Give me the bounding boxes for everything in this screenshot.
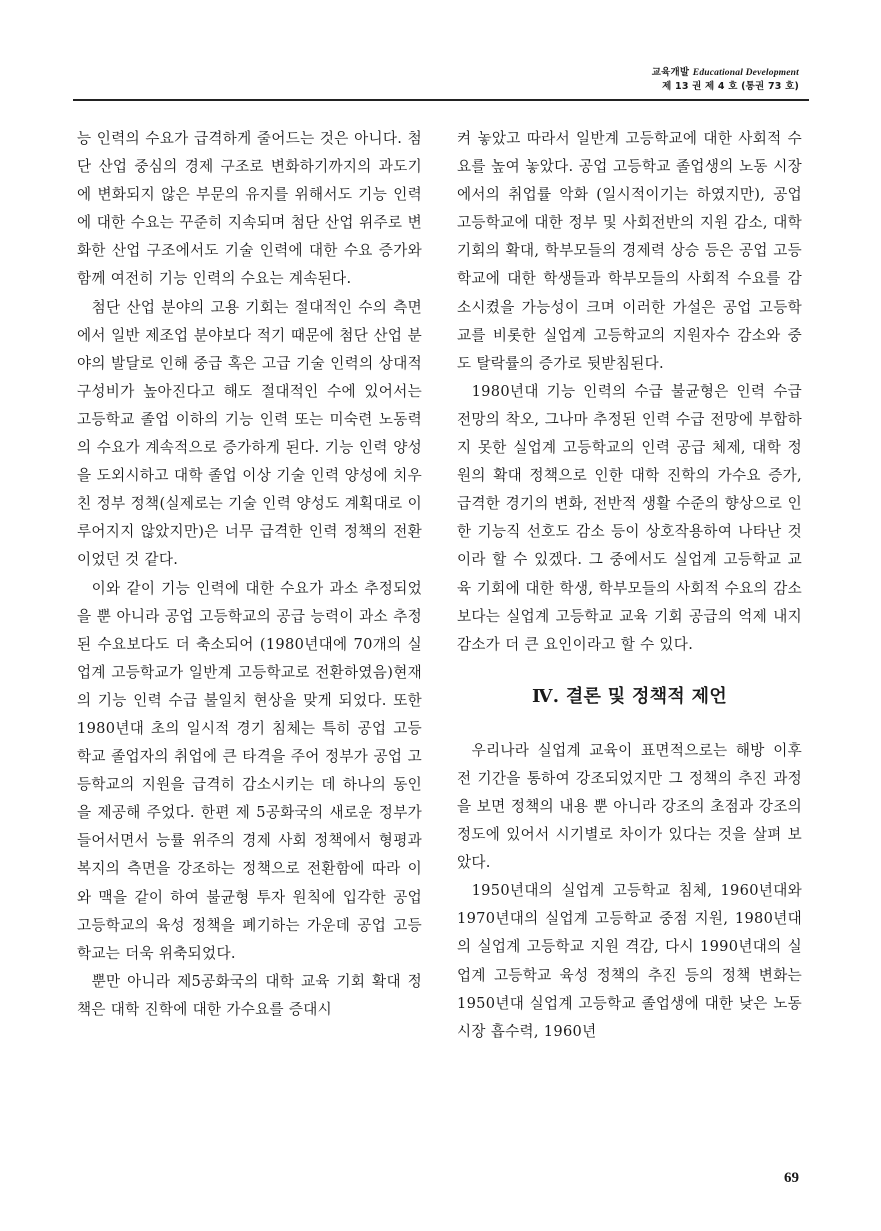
body-paragraph: 1950년대의 실업계 고등학교 침체, 1960년대와 1970년대의 실업계 고등학교 중점 지원, 1980년대의 실업계 고등학교 지원 격감, 다시 1990년대의 실업계 고등학교 육성 정책의 추진 등의 정책 변화는 1950년대 실업계 고등학교 졸업생에 대한 낮은 노동 시장 흡수력, 1960년 (457, 882, 802, 1040)
left-column (77, 125, 422, 1024)
running-header (652, 66, 799, 93)
right-column (457, 125, 802, 1046)
body-paragraph: 이와 같이 기능 인력에 대한 수요가 과소 추정되었을 뿐 아니라 공업 고등학교의 공급 능력이 과소 추정된 수요보다도 더 축소되어 (1980년대에 70개의 실업계 고등학교가 일반계 고등학교로 전환하였음)현재의 기능 인력 수급 불일치 현상을 맞게 되었다. 또한 1980년대 초의 일시적 경기 침체는 특히 공업 고등학교 졸업자의 취업에 큰 타격을 주어 정부가 공업 고등학교의 지원을 급격히 감소시키는 데 하나의 동인을 제공해 주었다. 한편 제 5공화국의 새로운 정부가 들어서면서 능률 위주의 경제 사회 정책에서 형평과 복지의 측면을 강조하는 정책으로 전환함에 따라 이와 맥을 같이 하여 불균형 투자 원칙에 입각한 공업 고등학교의 육성 정책을 폐기하는 가운데 공업 고등학교는 더욱 위축되었다. (77, 579, 422, 962)
journal-title-ko: 교육개발 (651, 67, 690, 78)
body-paragraph: 켜 놓았고 따라서 일반계 고등학교에 대한 사회적 수요를 높여 놓았다. 공업 고등학교 졸업생의 노동 시장에서의 취업률 악화 (일시적이기는 하였지만), 공업 고등학교에 대한 정부 및 사회전반의 지원 감소, 대학 기회의 확대, 학부모들의 경제력 상승 등은 공업 고등학교에 대한 학생들과 학부모들의 사회적 수요를 감소시켰을 가능성이 크며 이러한 가설은 공업 고등학교를 비롯한 실업계 고등학교의 지원자수 감소와 중도 탈락률의 증가로 뒷받침된다. (457, 130, 802, 372)
page-number: 69 (784, 1170, 799, 1186)
body-paragraph: 첨단 산업 분야의 고용 기회는 절대적인 수의 측면에서 일반 제조업 분야보다 적기 때문에 첨단 산업 분야의 발달로 인해 중급 혹은 고급 기술 인력의 상대적 구성비가 높아진다고 해도 절대적인 수에 있어서는 고등학교 졸업 이하의 기능 인력 또는 미숙련 노동력의 수요가 계속적으로 증가하게 된다. 기능 인력 양성을 도외시하고 대학 졸업 이상 기술 인력 양성에 치우친 정부 정책(실제로는 기술 인력 양성도 계획대로 이루어지지 않았지만)은 너무 급격한 인력 정책의 전환이었던 것 같다. (77, 298, 422, 569)
body-paragraph: 우리나라 실업계 교육이 표면적으로는 해방 이후 전 기간을 통하여 강조되었지만 그 정책의 추진 과정을 보면 정책의 내용 뿐 아니라 강조의 초점과 강조의 정도에 있어서 시기별로 차이가 있다는 것을 살펴 보았다. (457, 741, 802, 872)
body-paragraph: 능 인력의 수요가 급격하게 줄어드는 것은 아니다. 첨단 산업 중심의 경제 구조로 변화하기까지의 과도기에 변화되지 않은 부문의 유지를 위해서도 기능 인력에 대한 수요는 꾸준히 지속되며 첨단 산업 위주로 변화한 산업 구조에서도 기술 인력에 대한 수요 증가와 함께 여전히 기능 인력의 수요는 계속된다. (77, 130, 422, 288)
body-paragraph: 뿐만 아니라 제5공화국의 대학 교육 기회 확대 정책은 대학 진학에 대한 가수요를 증대시 (77, 972, 422, 1018)
section-heading: Ⅳ. 결론 및 정책적 제언 (531, 685, 728, 707)
issue-info: 제 13 권 제 4 호 (통권 73 호) (662, 81, 799, 92)
journal-title-en: Educational Development (692, 68, 799, 78)
journal-title (652, 66, 799, 80)
body-paragraph: 1980년대 기능 인력의 수급 불균형은 인력 수급 전망의 착오, 그나마 추정된 인력 수급 전망에 부합하지 못한 실업계 고등학교의 인력 공급 체제, 대학 정원의 확대 정책으로 인한 대학 진학의 가수요 증가, 급격한 경기의 변화, 전반적 생활 수준의 향상으로 인한 기능직 선호도 감소 등이 상호작용하여 나타난 것이라 할 수 있겠다. 그 중에서도 실업계 고등학교 교육 기회에 대한 학생, 학부모들의 사회적 수요의 감소보다는 실업계 고등학교 교육 기회 공급의 억제 내지 감소가 더 큰 요인이라고 할 수 있다. (457, 382, 802, 653)
header-rule (73, 99, 809, 101)
